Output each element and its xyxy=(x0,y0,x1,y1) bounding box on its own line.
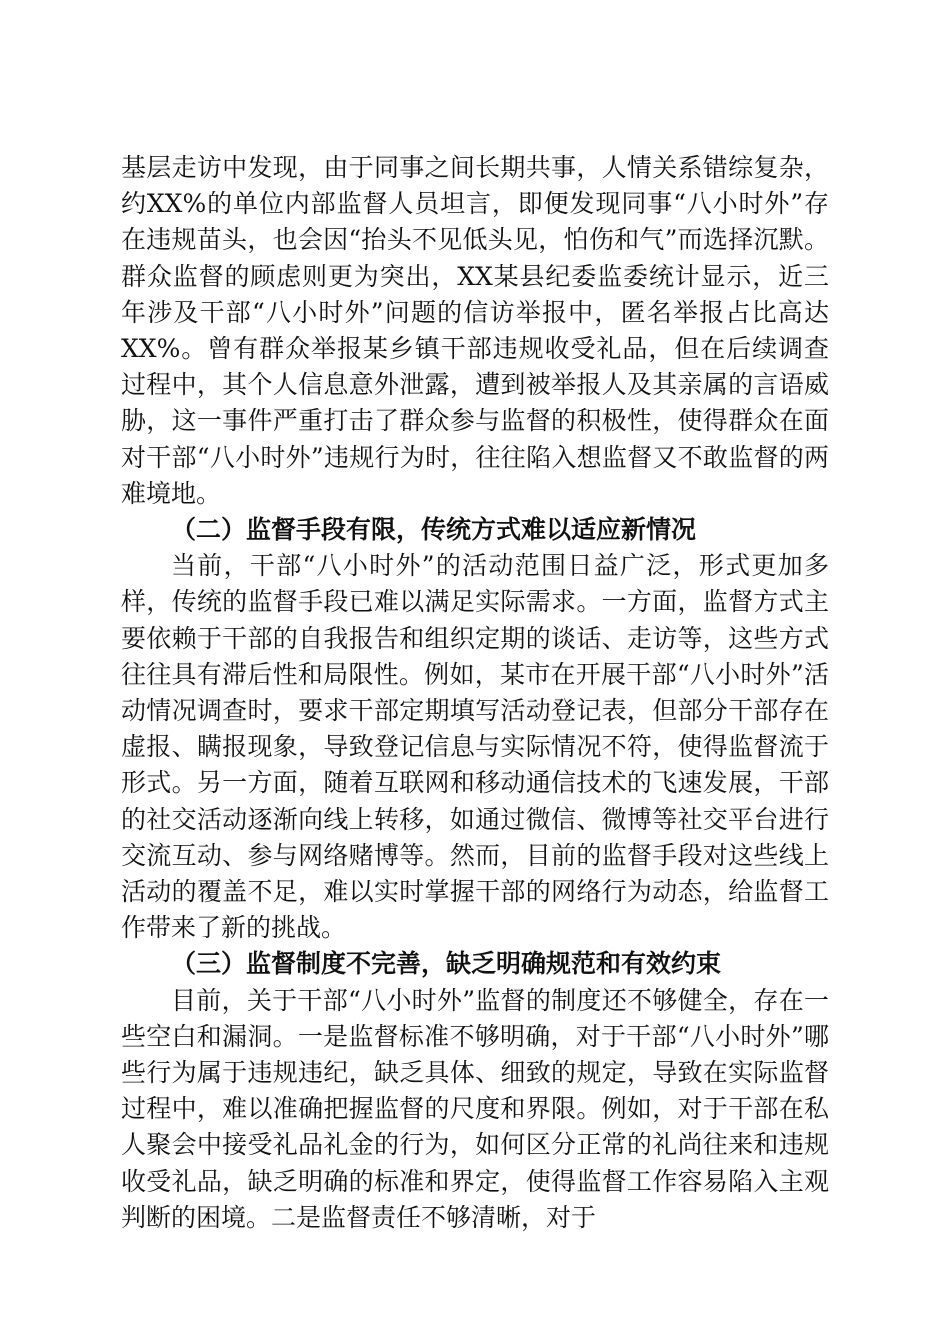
body-paragraph-2: 当前，干部“八小时外”的活动范围日益广泛，形式更加多样，传统的监督手段已难以满足实际需求。一方面，监督方式主要依赖于干部的自我报告和组织定期的谈话、走访等，这些方式往往具有滞后性和局限性。例如，某市在开展干部“八小时外”活动情况调查时，要求干部定期填写活动登记表，但部分干部存在虚报、瞒报现象，导致登记信息与实际情况不符，使得监督流于形式。另一方面，随着互联网和移动通信技术的飞速发展，干部的社交活动逐渐向线上转移，如通过微信、微博等社交平台进行交流互动、参与网络赌博等。然而，目前的监督手段对这些线上活动的覆盖不足，难以实时掌握干部的网络行为动态，给监督工作带来了新的挑战。 xyxy=(121,551,829,943)
section-heading-3: （三）监督制度不完善，缺乏明确规范和有效约束 xyxy=(171,949,722,979)
body-paragraph-3: 目前，关于干部“八小时外”监督的制度还不够健全，存在一些空白和漏洞。一是监督标准不够明确，对于干部“八小时外”哪些行为属于违规违纪，缺乏具体、细致的规定，导致在实际监督过程中，难以准确把握监督的尺度和界限。例如，对于干部在私人聚会中接受礼品礼金的行为，如何区分正常的礼尚往来和违规收受礼品，缺乏明确的标准和界定，使得监督工作容易陷入主观判断的困境。二是监督责任不够清晰，对于 xyxy=(121,985,829,1232)
section-heading-2: （二）监督手段有限，传统方式难以适应新情况 xyxy=(171,515,697,545)
document-page xyxy=(121,150,829,1236)
body-paragraph-1: 基层走访中发现，由于同事之间长期共事，人情关系错综复杂，约XX%的单位内部监督人员坦言，即便发现同事“八小时外”存在违规苗头，也会因“抬头不见低头见，怕伤和气”而选择沉默。群众监督的顾虑则更为突出，XX某县纪委监委统计显示，近三年涉及干部“八小时外”问题的信访举报中，匿名举报占比高达XX%。曾有群众举报某乡镇干部违规收受礼品，但在后续调查过程中，其个人信息意外泄露，遭到被举报人及其亲属的言语威胁，这一事件严重打击了群众参与监督的积极性，使得群众在面对干部“八小时外”违规行为时，往往陷入想监督又不敢监督的两难境地。 xyxy=(121,153,829,508)
